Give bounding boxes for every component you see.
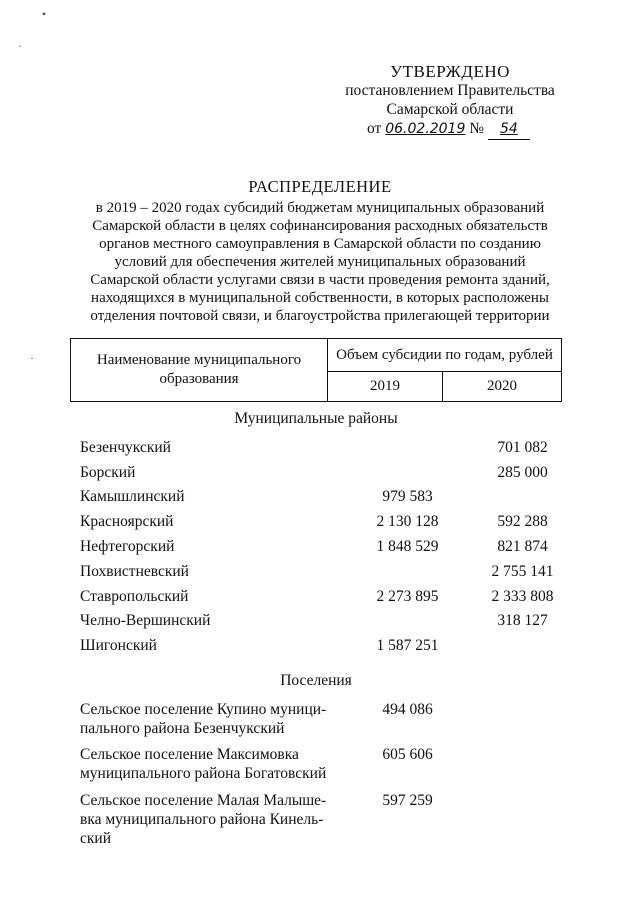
document-heading <box>82 178 558 325</box>
municipality-name: Похвистневский <box>80 563 189 580</box>
table-row <box>80 537 560 557</box>
amount-2020: 821 874 <box>497 538 548 555</box>
municipality-name: Безенчукский <box>80 439 171 456</box>
amount-2019: 605 606 <box>382 746 433 763</box>
settlement-name: Сельское поселение Купино муници-пального района Безенчукский <box>80 701 327 737</box>
municipality-name: Борский <box>80 464 136 481</box>
municipality-name: Челно-Вершинский <box>80 612 211 629</box>
table-row <box>80 512 560 532</box>
amount-2020: 318 127 <box>497 612 548 629</box>
amount-2020: 2 333 808 <box>491 588 554 605</box>
amount-2020: 285 000 <box>497 464 548 481</box>
document-title: РАСПРЕДЕЛЕНИЕ <box>248 177 392 196</box>
approval-date-number <box>345 119 555 140</box>
amount-2019: 2 130 128 <box>376 513 439 530</box>
municipality-name: Нефтегорский <box>80 538 175 555</box>
table-row <box>80 438 560 458</box>
scan-dot-mark: • <box>42 7 47 21</box>
table-row <box>80 611 560 631</box>
column-header-year-2020: 2020 <box>487 378 517 394</box>
approval-number: 54 <box>488 120 530 140</box>
amount-2019: 979 583 <box>382 488 433 505</box>
column-header-name: Наименование муниципального образования <box>71 339 328 401</box>
table-row <box>80 745 560 783</box>
amount-2019: 494 086 <box>382 701 433 718</box>
settlement-name: Сельское поселение Малая Малыше-вка муниципального района Кинель-ский <box>80 792 327 847</box>
approval-line-1: постановлением Правительства <box>345 82 555 99</box>
amount-2019: 2 273 895 <box>376 588 439 605</box>
amount-2019: 1 848 529 <box>376 538 439 555</box>
table-row <box>80 700 560 738</box>
column-header-amount: Объем субсидии по годам, рублей <box>328 339 561 372</box>
approval-date: 06.02.2019 <box>385 121 466 137</box>
column-header-year-2019: 2019 <box>328 372 443 401</box>
table-row <box>80 587 560 607</box>
table-row <box>80 562 560 582</box>
approval-line-2: Самарской области <box>386 101 514 118</box>
municipality-name: Ставропольский <box>80 588 189 605</box>
settlement-name: Сельское поселение Максимовка муниципального района Богатовский <box>80 746 327 782</box>
municipality-name: Шигонский <box>80 637 157 654</box>
scan-dot-mark: · <box>30 351 34 365</box>
municipality-name: Красноярский <box>80 513 174 530</box>
approval-title: УТВЕРЖДЕНО <box>390 62 510 81</box>
scan-dot-mark: · <box>18 39 22 53</box>
approval-stamp <box>345 62 555 140</box>
municipality-name: Камышлинский <box>80 488 185 505</box>
table-row <box>80 463 560 483</box>
amount-2019: 1 587 251 <box>376 637 439 654</box>
amount-2020: 592 288 <box>497 513 548 530</box>
table-row <box>80 636 560 656</box>
table-header <box>70 338 562 402</box>
document-subtitle: в 2019 – 2020 годах субсидий бюджетам муниципальных образований Самарской области в целях софинансирования расходных обязательств органов местного самоуправления в Самарской области по созданию условий для обеспечения жителей муниципальных образований Самарской области услугами связи в части проведения ремонта зданий, находящихся в муниципальной собственности, в которых расположены отделения почтовой связи, и благоустройства прилегающей территории <box>90 200 550 324</box>
section-title-districts: Муниципальные районы <box>234 410 398 427</box>
table-row <box>80 791 560 848</box>
amount-2020: 701 082 <box>497 439 548 456</box>
amount-2019: 597 259 <box>382 792 433 809</box>
section-title-settlements: Поселения <box>280 672 352 689</box>
approval-number-label: № <box>469 120 485 137</box>
approval-from-label: от <box>367 120 382 137</box>
amount-2020: 2 755 141 <box>491 563 554 580</box>
table-row <box>80 487 560 507</box>
